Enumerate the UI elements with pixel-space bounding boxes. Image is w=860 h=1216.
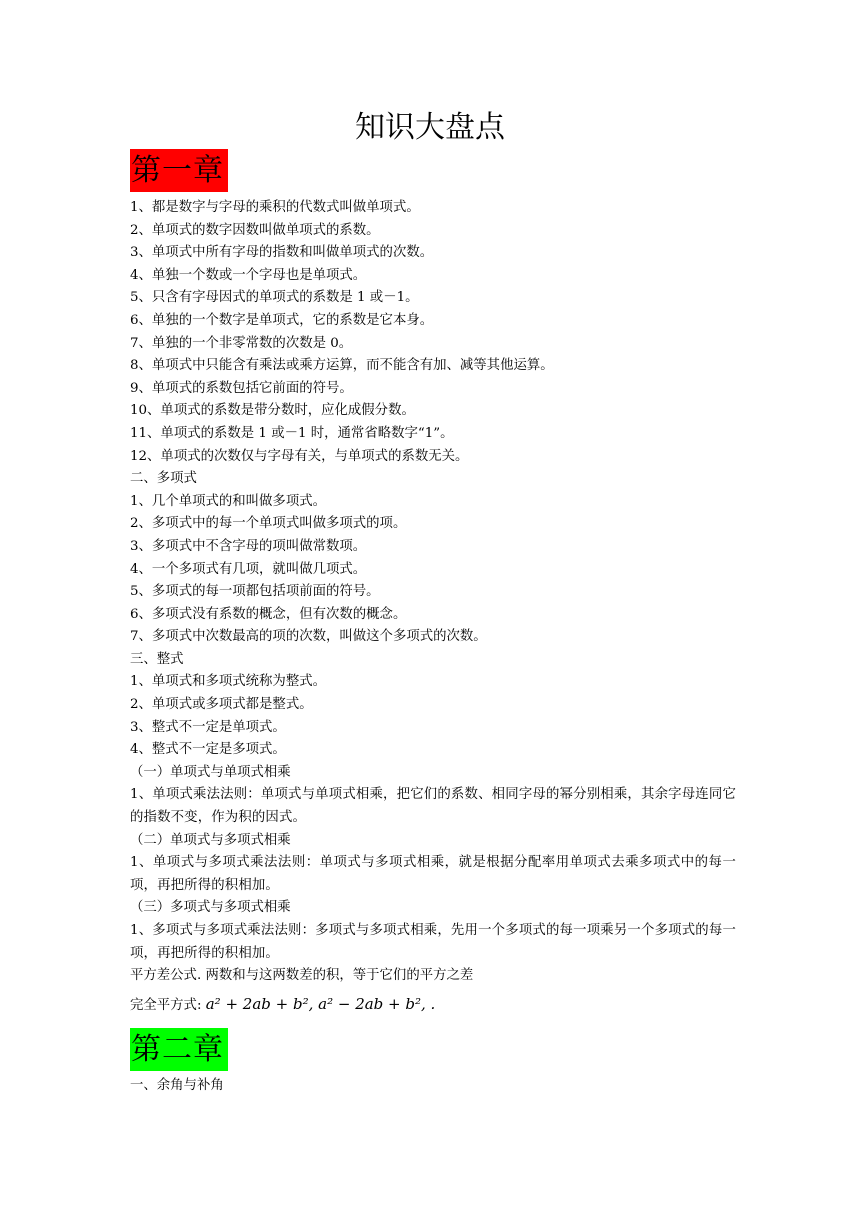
text-line: 4、整式不一定是多项式。 (130, 742, 286, 758)
text-line: 1、单项式和多项式统称为整式。 (130, 674, 326, 690)
formula-label: 完全平方式: (130, 998, 206, 1013)
formula-math: a² + 2ab + b², a² − 2ab + b², . (205, 995, 436, 1013)
text-paragraph: 1、多项式与多项式乘法法则：多项式与多项式相乘，先用一个多项式的每一项乘另一个多项式的每一项，再把所得的积相加。 (130, 923, 736, 961)
perfect-square-formula (130, 993, 435, 1017)
chapter-2-heading: 第二章 (130, 1028, 228, 1071)
text-line: 5、只含有字母因式的单项式的系数是 1 或－1。 (130, 290, 419, 306)
text-line: 2、单项式的数字因数叫做单项式的系数。 (130, 222, 380, 238)
text-line: 6、多项式没有系数的概念，但有次数的概念。 (130, 606, 407, 622)
text-line: 4、一个多项式有几项，就叫做几项式。 (130, 561, 367, 577)
text-line: 4、单独一个数或一个字母也是单项式。 (130, 267, 367, 283)
text-line: 3、多项式中不含字母的项叫做常数项。 (130, 538, 367, 554)
text-line: 11、单项式的系数是 1 或－1 时，通常省略数字“1”。 (130, 425, 454, 441)
text-line: 3、单项式中所有字母的指数和叫做单项式的次数。 (130, 245, 434, 261)
text-line: 7、单独的一个非零常数的次数是 0。 (130, 335, 353, 351)
content-lines (130, 197, 736, 988)
text-line: 5、多项式的每一项都包括项前面的符号。 (130, 584, 380, 600)
text-paragraph: 1、单项式乘法法则：单项式与单项式相乘，把它们的系数、相同字母的幂分别相乘，其余字母连同它的指数不变，作为积的因式。 (130, 787, 736, 826)
section-heading-complementary-angles: 一、余角与补角 (130, 1078, 224, 1093)
text-line: 2、单项式或多项式都是整式。 (130, 697, 313, 713)
text-line: 7、多项式中次数最高的项的次数，叫做这个多项式的次数。 (130, 629, 487, 645)
subsection-heading: （一）单项式与单项式相乘 (130, 764, 291, 780)
text-line: 6、单独的一个数字是单项式，它的系数是它本身。 (130, 312, 434, 328)
section-heading: 三、整式 (130, 651, 184, 667)
text-line: 9、单项式的系数包括它前面的符号。 (130, 380, 353, 396)
text-line: 平方差公式. 两数和与这两数差的积，等于它们的平方之差 (130, 968, 474, 984)
text-line: 2、多项式中的每一个单项式叫做多项式的项。 (130, 516, 407, 532)
subsection-heading: （三）多项式与多项式相乘 (130, 900, 291, 916)
text-line: 1、几个单项式的和叫做多项式。 (130, 493, 326, 509)
chapter-1-heading: 第一章 (130, 149, 228, 192)
text-line: 10、单项式的系数是带分数时，应化成假分数。 (130, 403, 415, 419)
subsection-heading: （二）单项式与多项式相乘 (130, 832, 291, 848)
page-title: 知识大盘点 (355, 110, 505, 145)
text-line: 8、单项式中只能含有乘法或乘方运算，而不能含有加、减等其他运算。 (130, 358, 554, 374)
text-paragraph: 1、单项式与多项式乘法法则：单项式与多项式相乘，就是根据分配率用单项式去乘多项式中的每一项，再把所得的积相加。 (130, 855, 736, 893)
text-line: 12、单项式的次数仅与字母有关，与单项式的系数无关。 (130, 448, 469, 464)
section-heading: 二、多项式 (130, 471, 197, 487)
text-line: 3、整式不一定是单项式。 (130, 719, 286, 735)
text-line: 1、都是数字与字母的乘积的代数式叫做单项式。 (130, 200, 420, 215)
